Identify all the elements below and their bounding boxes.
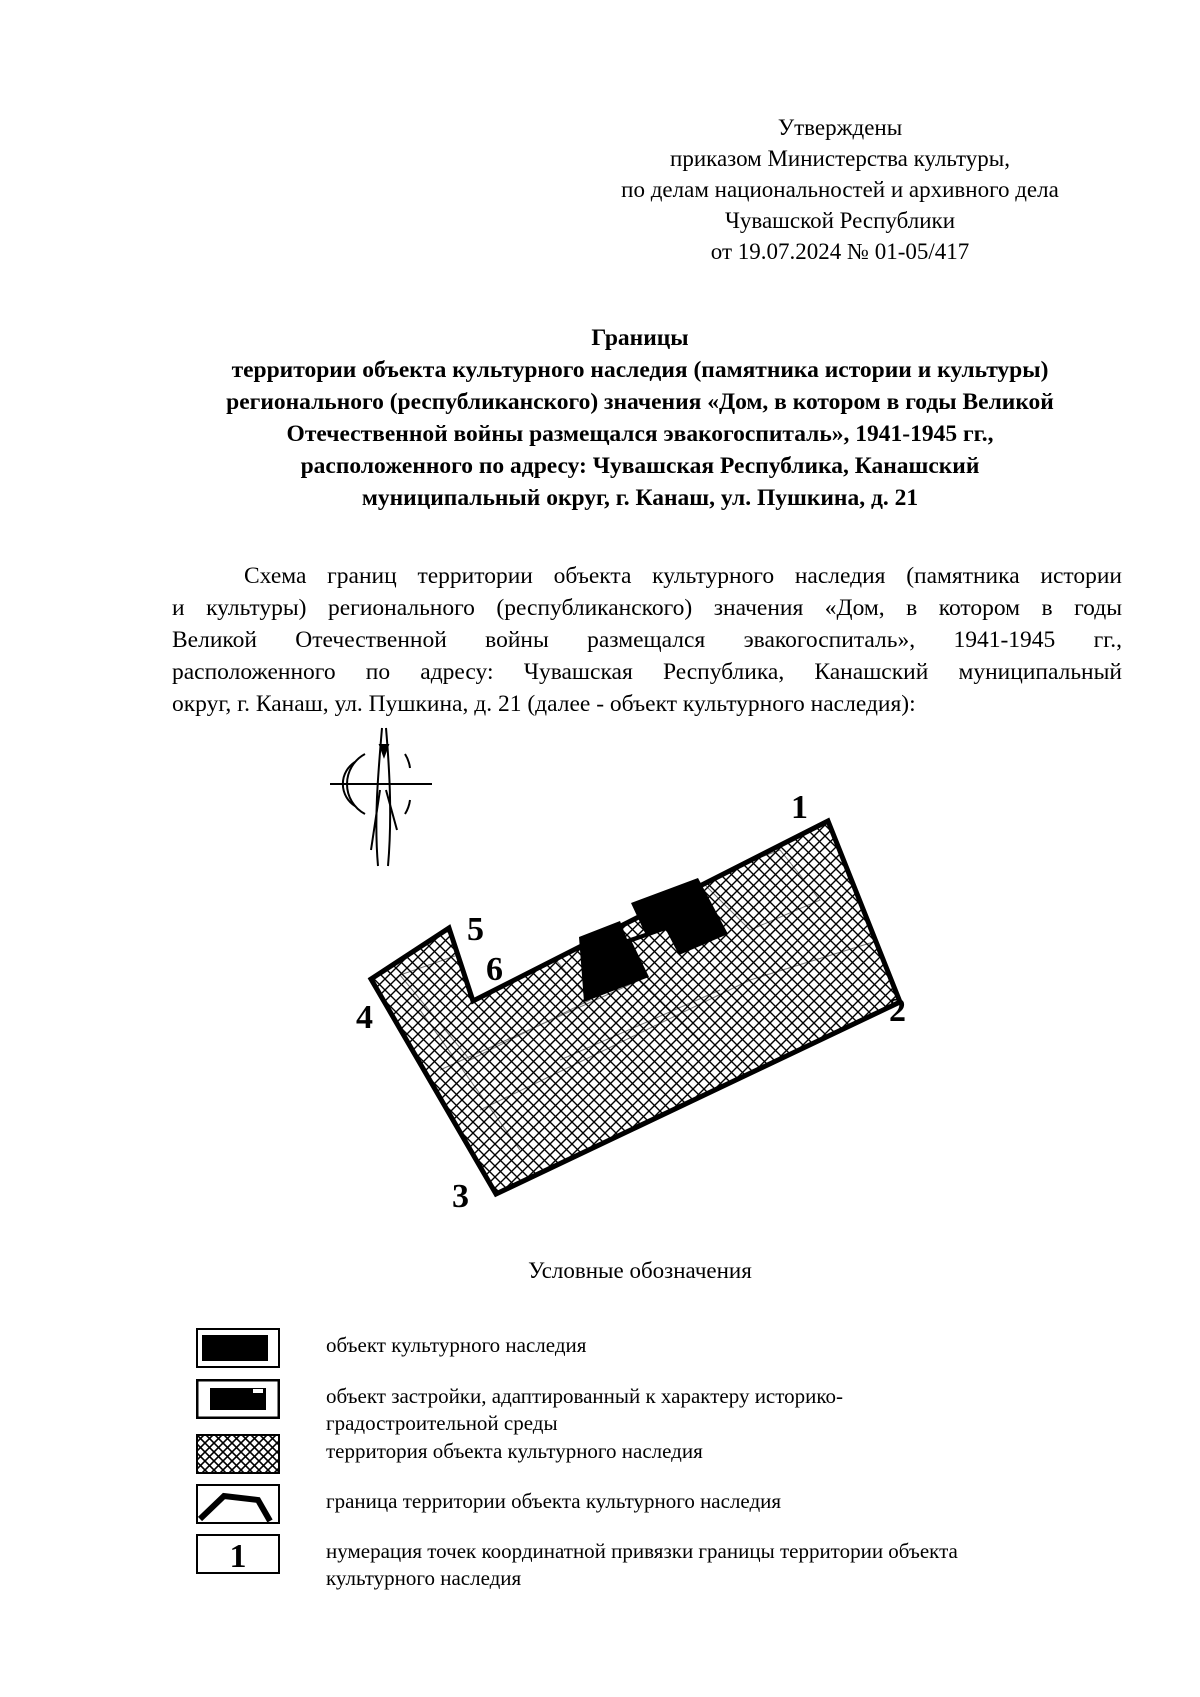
title-line: Границы — [591, 325, 689, 351]
title-line: расположенного по адресу: Чувашская Республика, Канашский — [300, 453, 980, 479]
legend-text — [326, 1332, 1156, 1359]
body-line: округ, г. Канаш, ул. Пушкина, д. 21 (далее - объект культурного наследия): — [172, 691, 916, 717]
approval-block — [560, 112, 1120, 267]
territory-hatch-icon — [196, 1434, 280, 1474]
body-line: и культуры) регионального (республиканского) значения «Дом, в котором в годы — [172, 595, 1122, 621]
legend-text — [326, 1438, 1156, 1465]
territory-area — [371, 821, 900, 1194]
body-line: Великой Отечественной войны размещался эвакогоспиталь», 1941-1945 гг., — [172, 627, 1122, 653]
point-number-icon-label: 1 — [229, 1538, 247, 1574]
legend-text-line: градостроительной среды — [326, 1411, 558, 1435]
point-label-1: 1 — [791, 789, 808, 826]
legend-title: Условные обозначения — [528, 1258, 752, 1283]
point-number-icon — [196, 1534, 280, 1574]
approval-line: по делам национальностей и архивного дела — [621, 177, 1059, 202]
title-line: муниципальный округ, г. Канаш, ул. Пушкина, д. 21 — [361, 485, 919, 511]
legend-text-line: территория объекта культурного наследия — [326, 1439, 703, 1463]
title-line: территории объекта культурного наследия (памятника истории и культуры) — [231, 357, 1049, 383]
point-label-6: 6 — [486, 951, 503, 988]
legend-text-line: объект культурного наследия — [326, 1333, 587, 1357]
adapted-building-icon — [196, 1379, 280, 1419]
legend-text — [326, 1538, 1156, 1592]
legend-text — [326, 1488, 1156, 1515]
boundary-line-icon — [196, 1484, 280, 1524]
title-line: Отечественной войны размещался эвакогоспиталь», 1941-1945 гг., — [286, 421, 994, 447]
legend-text-line: граница территории объекта культурного наследия — [326, 1489, 782, 1513]
heritage-object-icon — [196, 1328, 280, 1368]
legend-text-line: нумерация точек координатной привязки границы территории объекта — [326, 1539, 958, 1563]
legend-text — [326, 1383, 1156, 1437]
legend-text-line: объект застройки, адаптированный к характеру историко- — [326, 1384, 844, 1408]
legend-text-line: культурного наследия — [326, 1566, 522, 1590]
document-title — [100, 322, 1180, 514]
point-label-2: 2 — [889, 992, 906, 1029]
compass-icon — [330, 728, 432, 866]
body-paragraph — [172, 560, 1122, 720]
approval-line: приказом Министерства культуры, — [670, 146, 1010, 171]
approval-line: Утверждены — [777, 115, 903, 140]
approval-line: от 19.07.2024 № 01-05/417 — [710, 239, 970, 264]
point-label-5: 5 — [467, 911, 484, 948]
body-line: Схема границ территории объекта культурного наследия (памятника истории — [244, 563, 1122, 589]
approval-line: Чувашской Республики — [724, 208, 956, 233]
point-label-3: 3 — [452, 1178, 469, 1215]
body-line: расположенного по адресу: Чувашская Республика, Канашский муниципальный — [172, 659, 1122, 685]
title-line: регионального (республиканского) значения «Дом, в котором в годы Великой — [226, 389, 1054, 415]
point-label-4: 4 — [356, 999, 373, 1036]
